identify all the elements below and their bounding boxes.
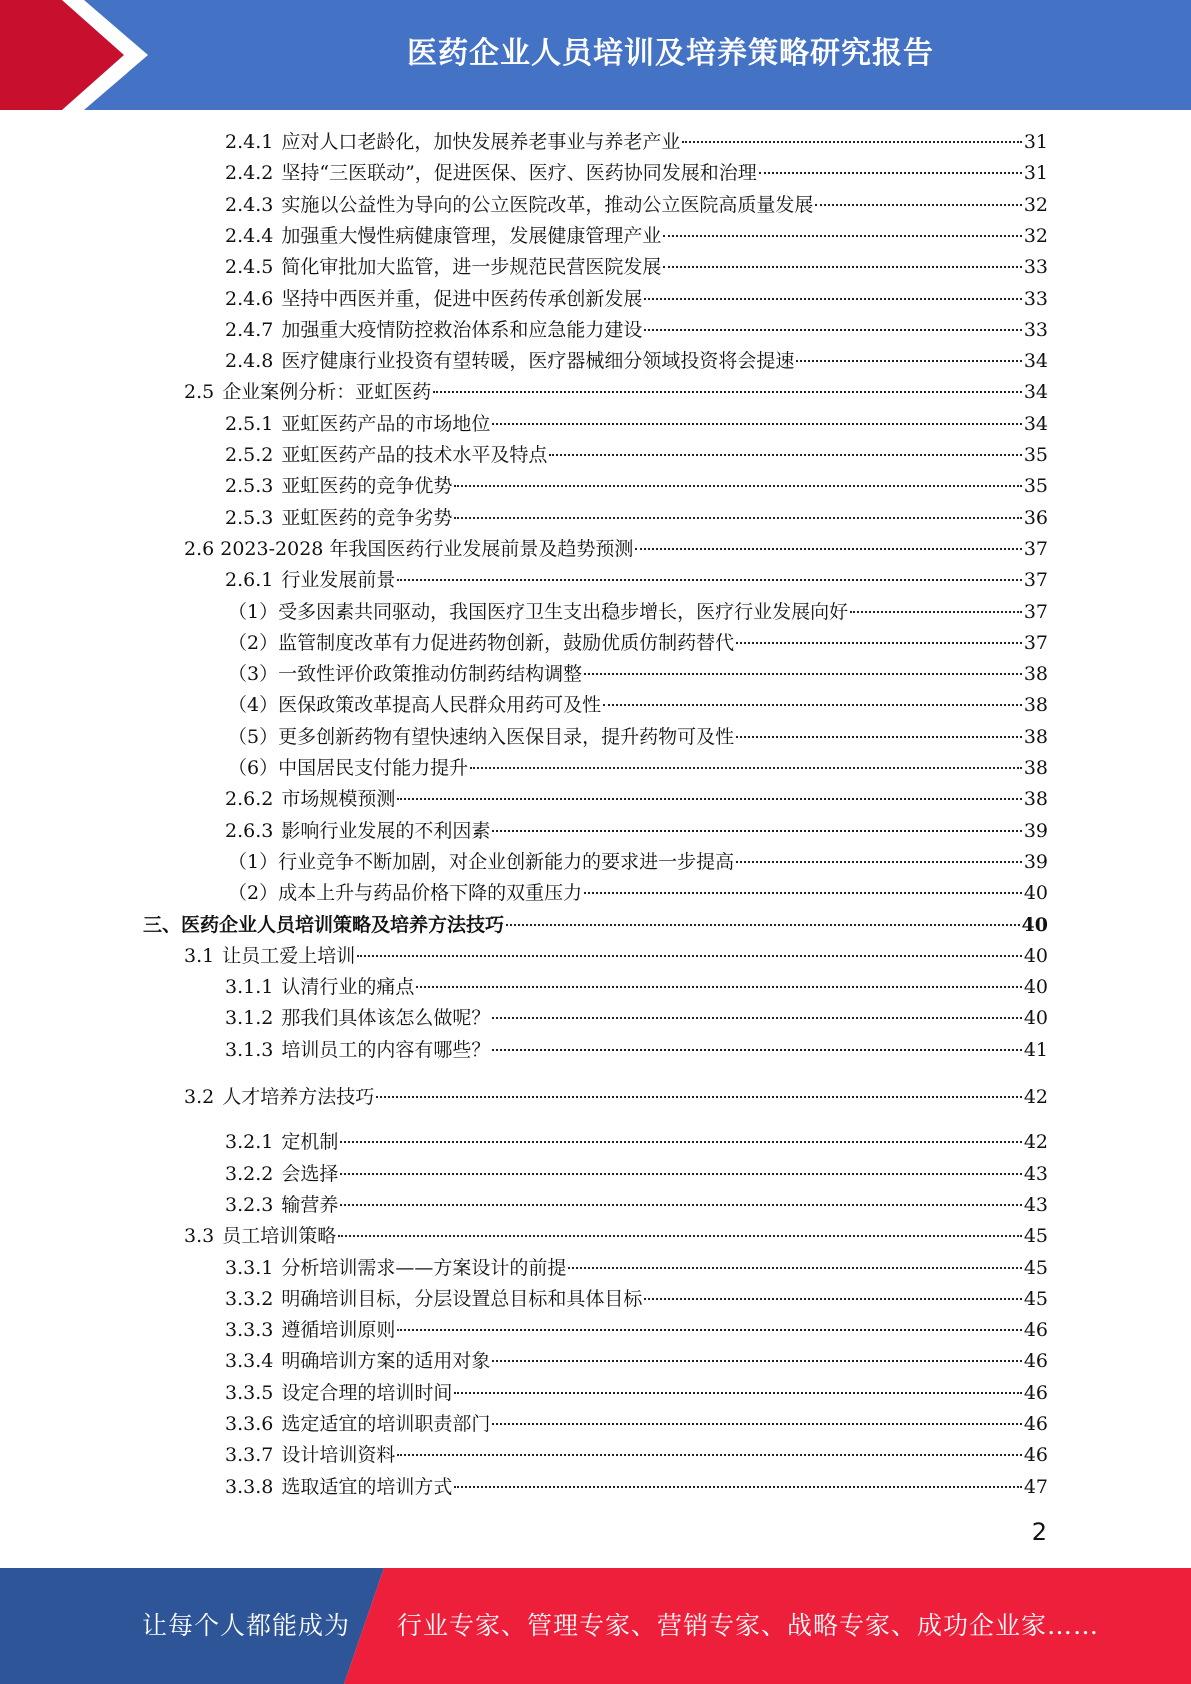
toc-entry-number: 3.3.8: [225, 1475, 274, 1498]
toc-entry-number: 3.3: [184, 1225, 215, 1248]
toc-dot-leader: [454, 517, 1021, 519]
toc-entry-number: 2.4.4: [225, 224, 274, 247]
toc-dot-leader: [470, 767, 1022, 769]
toc-entry-title: 分析培训需求——方案设计的前提: [281, 1256, 567, 1279]
toc-entry-title: 加强重大慢性病健康管理，发展健康管理产业: [281, 224, 662, 247]
toc-dot-leader: [644, 1298, 1021, 1300]
toc-entry-title: 实施以公益性为导向的公立医院改革，推动公立医院高质量发展: [281, 193, 814, 216]
toc-entry-page: 37: [1023, 600, 1048, 623]
toc-entry-number: 2.5.2: [225, 444, 274, 466]
toc-dot-leader: [454, 485, 1021, 487]
toc-entry-page: 40: [1023, 944, 1048, 967]
toc-entry[interactable]: [225, 1378, 1048, 1408]
toc-entry-page: 46: [1023, 1319, 1048, 1342]
toc-entry[interactable]: [225, 221, 1048, 251]
toc-entry-page: 37: [1023, 631, 1048, 654]
toc-entry-title: 那我们具体该怎么做呢？: [281, 1007, 491, 1030]
footer-slogan-right: 行业专家、管理专家、营销专家、战略专家、成功企业家……: [397, 1611, 1100, 1640]
toc-entry[interactable]: [225, 1472, 1048, 1502]
toc-entry-title: （3）一致性评价政策推动仿制药结构调整: [228, 663, 583, 686]
toc-entry-page: 43: [1023, 1193, 1048, 1216]
toc-entry-page: 42: [1023, 1131, 1048, 1154]
toc-entry-page: 41: [1023, 1038, 1048, 1061]
toc-dot-leader: [416, 986, 1021, 988]
toc-entry-page: 46: [1023, 1413, 1048, 1435]
toc-dot-leader: [397, 1329, 1021, 1331]
toc-entry[interactable]: [225, 1035, 1048, 1065]
toc-entry-title: 2.6 2023-2028 年我国医药行业发展前景及趋势预测: [184, 537, 634, 560]
toc-entry-page: 38: [1023, 663, 1048, 686]
toc-entry[interactable]: [225, 315, 1048, 345]
toc-entry[interactable]: [225, 503, 1048, 533]
toc-entry-title: 企业案例分析：亚虹医药: [222, 381, 432, 404]
toc-entry[interactable]: [228, 878, 1048, 908]
toc-entry[interactable]: [225, 784, 1048, 814]
toc-entry-page: 45: [1023, 1225, 1048, 1248]
toc-entry-title: 明确培训方案的适用对象: [281, 1350, 491, 1373]
toc-dot-leader: [635, 548, 1021, 550]
page-footer: [0, 1568, 1191, 1684]
toc-entry[interactable]: [228, 597, 1048, 627]
toc-entry-page: 34: [1023, 412, 1048, 435]
toc-dot-leader: [736, 736, 1022, 738]
toc-entry[interactable]: [225, 440, 1048, 470]
toc-dot-leader: [549, 454, 1021, 456]
toc-entry-page: 31: [1023, 162, 1048, 185]
toc-entry-title: 认清行业的痛点: [281, 976, 415, 999]
toc-entry-page: 46: [1023, 1350, 1048, 1373]
toc-entry-title: （1）行业竞争不断加剧，对企业创新能力的要求进一步提高: [228, 850, 735, 873]
toc-entry[interactable]: [184, 1082, 1048, 1112]
toc-entry-number: 2.6.2: [225, 788, 274, 811]
toc-entry-page: 38: [1023, 788, 1048, 811]
toc-entry-page: 32: [1023, 224, 1048, 247]
toc-entry[interactable]: [225, 346, 1048, 376]
toc-dot-leader: [815, 204, 1021, 206]
toc-entry-title: （1）受多因素共同驱动，我国医疗卫生支出稳步增长，医疗行业发展向好: [228, 600, 849, 623]
toc-entry-number: 3.3.7: [225, 1444, 274, 1467]
toc-entry-number: 2.5.3: [225, 506, 274, 529]
toc-entry-title: 设计培训资料: [281, 1444, 396, 1467]
toc-dot-leader: [850, 611, 1022, 613]
toc-dot-leader: [584, 892, 1022, 894]
toc-entry-number: 2.4.2: [225, 162, 274, 185]
toc-entry[interactable]: [228, 659, 1048, 689]
toc-entry-page: 45: [1023, 1287, 1048, 1310]
toc-entry[interactable]: [225, 1440, 1048, 1470]
toc-entry-number: 2.4.5: [225, 256, 274, 279]
toc-entry-page: 33: [1023, 256, 1048, 279]
toc-entry[interactable]: [184, 534, 1048, 564]
toc-entry-title: 亚虹医药产品的市场地位: [281, 412, 491, 435]
toc-entry-page: 46: [1023, 1444, 1048, 1467]
toc-dot-leader: [682, 141, 1021, 143]
toc-dot-leader: [397, 798, 1021, 800]
report-title: 医药企业人员培训及培养策略研究报告: [407, 36, 934, 71]
toc-entry-title: （5）更多创新药物有望快速纳入医保目录，提升药物可及性: [228, 725, 735, 748]
toc-dot-leader: [338, 1235, 1022, 1237]
page-header: [0, 0, 1191, 110]
toc-entry[interactable]: [228, 628, 1048, 658]
toc-entry-number: 2.6.3: [225, 819, 274, 842]
toc-entry-title: 亚虹医药的竞争优势: [281, 475, 453, 498]
toc-entry[interactable]: [225, 1409, 1048, 1439]
toc-entry-number: 2.4.3: [225, 193, 274, 216]
toc-entry-page: 32: [1023, 193, 1048, 216]
toc-entry-number: 2.4.1: [225, 131, 274, 153]
toc-dot-leader: [357, 955, 1022, 957]
toc-dot-leader: [492, 830, 1021, 832]
toc-entry-title: 影响行业发展的不利因素: [281, 819, 491, 842]
toc-entry[interactable]: [225, 1190, 1048, 1220]
toc-entry-page: 34: [1023, 381, 1048, 404]
toc-entry[interactable]: [225, 190, 1048, 220]
toc-entry-title: 人才培养方法技巧: [222, 1086, 375, 1108]
toc-entry-number: 3.3.1: [225, 1256, 274, 1279]
toc-dot-leader: [644, 298, 1021, 300]
toc-entry-title: 让员工爱上培训: [222, 944, 356, 967]
toc-entry-title: 亚虹医药的竞争劣势: [281, 506, 453, 529]
toc-entry-number: 2.5.1: [225, 412, 274, 435]
toc-dot-leader: [644, 329, 1021, 331]
toc-entry-page: 45: [1023, 1256, 1048, 1279]
toc-entry-number: 2.4.6: [225, 287, 274, 310]
toc-entry[interactable]: [143, 910, 1048, 940]
toc-entry[interactable]: [225, 1159, 1048, 1189]
toc-entry[interactable]: [228, 847, 1048, 877]
toc-dot-leader: [492, 1049, 1021, 1051]
toc-entry-page: 46: [1023, 1381, 1048, 1404]
toc-entry-number: 3.2: [184, 1086, 215, 1108]
toc-entry-page: 40: [1023, 1007, 1048, 1030]
toc-dot-leader: [397, 579, 1021, 581]
toc-entry-page: 37: [1023, 537, 1048, 560]
toc-entry-number: 3.3.4: [225, 1350, 274, 1373]
toc-dot-leader: [376, 1096, 1022, 1098]
toc-entry-title: 简化审批加大监管，进一步规范民营医院发展: [281, 256, 662, 279]
toc-dot-leader: [663, 266, 1021, 268]
toc-entry[interactable]: [225, 1127, 1048, 1157]
toc-dot-leader: [796, 360, 1021, 362]
toc-entry-title: （6）中国居民支付能力提升: [228, 757, 469, 779]
toc-entry[interactable]: [225, 158, 1048, 188]
toc-entry-number: 2.4.8: [225, 350, 274, 373]
toc-entry-title: 选取适宜的培训方式: [281, 1475, 453, 1498]
toc-entry-number: 3.2.3: [225, 1193, 274, 1216]
toc-entry-page: 43: [1023, 1162, 1048, 1185]
toc-entry-page: 42: [1023, 1086, 1048, 1108]
toc-entry-title: 遵循培训原则: [281, 1319, 396, 1342]
toc-entry-page: 40: [1023, 976, 1048, 999]
toc-entry[interactable]: [225, 816, 1048, 846]
toc-dot-leader: [340, 1204, 1021, 1206]
toc-dot-leader: [603, 704, 1022, 706]
toc-entry-title: 会选择: [281, 1162, 339, 1185]
toc-entry-number: 3.3.2: [225, 1287, 274, 1310]
toc-dot-leader: [433, 391, 1022, 393]
toc-entry-page: 36: [1023, 506, 1048, 529]
toc-entry-title: 输营养: [281, 1193, 339, 1216]
toc-entry[interactable]: [228, 753, 1048, 783]
toc-entry-page: 34: [1023, 350, 1048, 373]
toc-dot-leader: [340, 1173, 1021, 1175]
toc-entry-page: 40: [1021, 913, 1048, 936]
toc-entry[interactable]: [225, 471, 1048, 501]
toc-entry-page: 38: [1023, 757, 1048, 779]
toc-entry[interactable]: [225, 252, 1048, 282]
toc-dot-leader: [492, 1423, 1021, 1425]
toc-entry[interactable]: [225, 1003, 1048, 1033]
toc-entry[interactable]: [225, 127, 1048, 157]
toc-entry-title: 定机制: [281, 1131, 339, 1154]
toc-entry[interactable]: [225, 565, 1048, 595]
toc-entry[interactable]: [225, 1253, 1048, 1283]
toc-dot-leader: [584, 673, 1022, 675]
toc-entry-number: 2.6.1: [225, 569, 274, 592]
toc-entry-number: 3.2.1: [225, 1131, 274, 1154]
toc-entry-title: 加强重大疫情防控救治体系和应急能力建设: [281, 318, 643, 341]
toc-entry-number: 3.3.5: [225, 1381, 274, 1404]
toc-entry-title: 亚虹医药产品的技术水平及特点: [281, 444, 548, 466]
toc-entry-number: 3.1: [184, 944, 215, 967]
toc-entry-number: 3.1.2: [225, 1007, 274, 1030]
red-chevron-decoration: [0, 0, 160, 110]
toc-entry[interactable]: [225, 284, 1048, 314]
toc-entry[interactable]: [228, 722, 1048, 752]
toc-entry-number: 2.5: [184, 381, 215, 404]
page-number: 2: [1031, 1518, 1047, 1546]
toc-entry-page: 33: [1023, 287, 1048, 310]
toc-entry-title: 选定适宜的培训职责部门: [281, 1413, 491, 1435]
toc-entry-number: 3.1.3: [225, 1038, 274, 1061]
toc-entry-title: 市场规模预测: [281, 788, 396, 811]
footer-slogan-left: 让每个人都能成为: [142, 1611, 351, 1640]
toc-entry[interactable]: [225, 1315, 1048, 1345]
toc-dot-leader: [492, 1360, 1021, 1362]
toc-entry-title: （2）成本上升与药品价格下降的双重压力: [228, 882, 583, 905]
toc-dot-leader: [506, 924, 1020, 926]
toc-entry-title: （4）医保政策改革提高人民群众用药可及性: [228, 694, 602, 717]
toc-entry-number: 3.1.1: [225, 976, 274, 999]
toc-entry-title: 行业发展前景: [281, 569, 396, 592]
toc-entry-page: 40: [1023, 882, 1048, 905]
toc-dot-leader: [568, 1267, 1021, 1269]
toc-entry-number: 2.5.3: [225, 475, 274, 498]
toc-dot-leader: [663, 235, 1021, 237]
toc-entry[interactable]: [184, 941, 1048, 971]
toc-dot-leader: [340, 1141, 1021, 1143]
toc-entry[interactable]: [225, 972, 1048, 1002]
toc-entry-title: 医疗健康行业投资有望转暖，医疗器械细分领域投资将会提速: [281, 350, 795, 373]
toc-entry-page: 37: [1023, 569, 1048, 592]
toc-entry[interactable]: [225, 1346, 1048, 1376]
toc-entry-title: 坚持中西医并重，促进中医药传承创新发展: [281, 287, 643, 310]
toc-dot-leader: [454, 1392, 1021, 1394]
toc-entry-page: 47: [1023, 1475, 1048, 1498]
toc-entry[interactable]: [228, 690, 1048, 720]
toc-entry-title: 员工培训策略: [222, 1225, 337, 1248]
toc-entry-number: 3.3.6: [225, 1413, 274, 1435]
toc-dot-leader: [736, 642, 1022, 644]
toc-dot-leader: [759, 172, 1022, 174]
toc-entry-page: 35: [1023, 475, 1048, 498]
toc-entry[interactable]: [225, 1284, 1048, 1314]
toc-dot-leader: [492, 1017, 1021, 1019]
toc-entry-number: 3.2.2: [225, 1162, 274, 1185]
toc-entry[interactable]: [184, 1221, 1048, 1251]
toc-entry-page: 35: [1023, 444, 1048, 466]
toc-entry-page: 31: [1023, 131, 1048, 153]
toc-entry-title: （2）监管制度改革有力促进药物创新，鼓励优质仿制药替代: [228, 631, 735, 654]
toc-entry-title: 应对人口老龄化，加快发展养老事业与养老产业: [281, 131, 681, 153]
toc-entry[interactable]: [184, 377, 1048, 407]
toc-entry-page: 38: [1023, 694, 1048, 717]
toc-entry-title: 三、医药企业人员培训策略及培养方法技巧: [143, 913, 505, 936]
toc-entry-page: 38: [1023, 725, 1048, 748]
toc-entry-number: 3.3.3: [225, 1319, 274, 1342]
toc-entry-title: 坚持“三医联动”，促进医保、医疗、医药协同发展和治理: [281, 162, 757, 185]
toc-entry[interactable]: [225, 409, 1048, 439]
toc-dot-leader: [492, 423, 1021, 425]
toc-entry-number: 2.4.7: [225, 318, 274, 341]
toc-entry-page: 33: [1023, 318, 1048, 341]
toc-entry-title: 设定合理的培训时间: [281, 1381, 453, 1404]
toc-entry-page: 39: [1023, 819, 1048, 842]
toc-entry-title: 明确培训目标，分层设置总目标和具体目标: [281, 1287, 643, 1310]
toc-entry-page: 39: [1023, 850, 1048, 873]
toc-entry-title: 培训员工的内容有哪些？: [281, 1038, 491, 1061]
toc-dot-leader: [397, 1454, 1021, 1456]
toc-dot-leader: [736, 861, 1022, 863]
toc-dot-leader: [454, 1486, 1021, 1488]
